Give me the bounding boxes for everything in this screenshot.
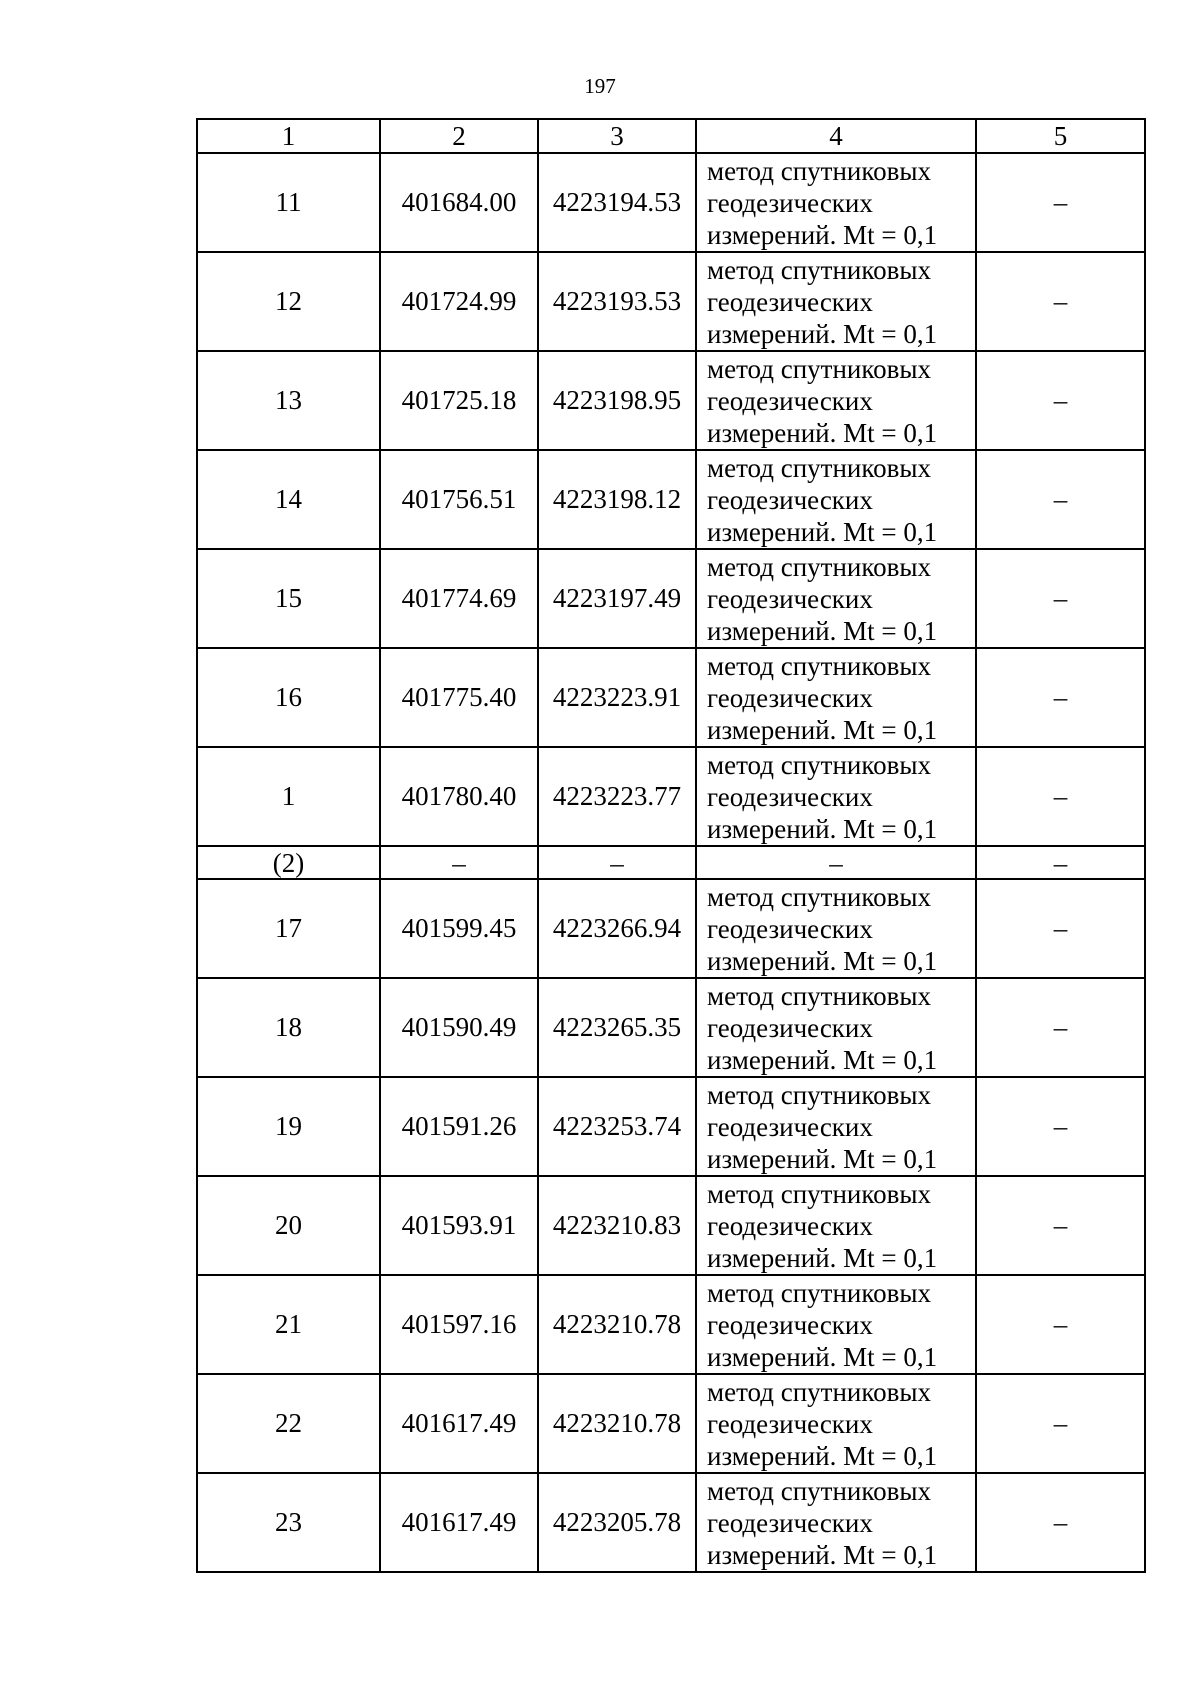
note-cell: – bbox=[976, 747, 1145, 846]
note-cell: – bbox=[976, 978, 1145, 1077]
point-number: 14 bbox=[197, 450, 380, 549]
coordinate-y: 4223223.77 bbox=[538, 747, 696, 846]
column-header-5: 5 bbox=[976, 119, 1145, 153]
method-line: геодезических bbox=[707, 781, 873, 812]
method-line: геодезических bbox=[707, 286, 873, 317]
coordinate-x: 401617.49 bbox=[380, 1374, 538, 1473]
table-row bbox=[197, 879, 1145, 978]
coordinate-y: 4223210.83 bbox=[538, 1176, 696, 1275]
method-description bbox=[696, 978, 976, 1077]
method-line: метод спутниковых bbox=[707, 650, 931, 681]
coordinate-y: 4223197.49 bbox=[538, 549, 696, 648]
method-line: метод спутниковых bbox=[707, 452, 931, 483]
method-line: метод спутниковых bbox=[707, 1475, 931, 1506]
note-cell: – bbox=[976, 1374, 1145, 1473]
coordinate-x: 401599.45 bbox=[380, 879, 538, 978]
separator-dash: – bbox=[696, 846, 976, 879]
method-line: измерений. Mt = 0,1 bbox=[707, 1143, 938, 1174]
page-number: 197 bbox=[584, 74, 616, 98]
note-cell: – bbox=[976, 879, 1145, 978]
coordinate-y: 4223193.53 bbox=[538, 252, 696, 351]
coordinate-x: 401774.69 bbox=[380, 549, 538, 648]
note-cell: – bbox=[976, 1275, 1145, 1374]
method-description bbox=[696, 252, 976, 351]
note-cell: – bbox=[976, 648, 1145, 747]
table-row bbox=[197, 648, 1145, 747]
coordinate-x: 401593.91 bbox=[380, 1176, 538, 1275]
note-cell: – bbox=[976, 252, 1145, 351]
table-row bbox=[197, 549, 1145, 648]
method-line: метод спутниковых bbox=[707, 551, 931, 582]
method-line: геодезических bbox=[707, 385, 873, 416]
note-cell: – bbox=[976, 153, 1145, 252]
table-row bbox=[197, 351, 1145, 450]
table-row bbox=[197, 153, 1145, 252]
coordinate-x: 401724.99 bbox=[380, 252, 538, 351]
column-header-1: 1 bbox=[197, 119, 380, 153]
method-line: геодезических bbox=[707, 1012, 873, 1043]
table-row bbox=[197, 978, 1145, 1077]
method-line: измерений. Mt = 0,1 bbox=[707, 615, 938, 646]
method-line: геодезических bbox=[707, 583, 873, 614]
point-number: 23 bbox=[197, 1473, 380, 1572]
method-description bbox=[696, 747, 976, 846]
method-description bbox=[696, 648, 976, 747]
method-line: геодезических bbox=[707, 1408, 873, 1439]
point-number: 20 bbox=[197, 1176, 380, 1275]
coordinate-y: 4223210.78 bbox=[538, 1275, 696, 1374]
note-cell: – bbox=[976, 450, 1145, 549]
note-cell: – bbox=[976, 549, 1145, 648]
column-header-2: 2 bbox=[380, 119, 538, 153]
method-description bbox=[696, 1374, 976, 1473]
note-cell: – bbox=[976, 1077, 1145, 1176]
point-number: 21 bbox=[197, 1275, 380, 1374]
table-row bbox=[197, 1176, 1145, 1275]
point-number: 11 bbox=[197, 153, 380, 252]
method-line: геодезических bbox=[707, 913, 873, 944]
method-line: геодезических bbox=[707, 187, 873, 218]
coordinate-x: 401617.49 bbox=[380, 1473, 538, 1572]
method-line: измерений. Mt = 0,1 bbox=[707, 1440, 938, 1471]
method-line: измерений. Mt = 0,1 bbox=[707, 945, 938, 976]
coordinate-x: 401591.26 bbox=[380, 1077, 538, 1176]
coordinate-y: 4223265.35 bbox=[538, 978, 696, 1077]
method-description bbox=[696, 1176, 976, 1275]
method-line: метод спутниковых bbox=[707, 749, 931, 780]
method-description bbox=[696, 153, 976, 252]
separator-dash: – bbox=[380, 846, 538, 879]
note-cell: – bbox=[976, 1176, 1145, 1275]
note-cell: – bbox=[976, 1473, 1145, 1572]
method-line: метод спутниковых bbox=[707, 1178, 931, 1209]
coordinate-y: 4223194.53 bbox=[538, 153, 696, 252]
coordinate-y: 4223198.95 bbox=[538, 351, 696, 450]
method-line: геодезических bbox=[707, 1210, 873, 1241]
table-row bbox=[197, 252, 1145, 351]
method-line: геодезических bbox=[707, 1507, 873, 1538]
point-number: 22 bbox=[197, 1374, 380, 1473]
coordinate-x: 401597.16 bbox=[380, 1275, 538, 1374]
column-header-3: 3 bbox=[538, 119, 696, 153]
header-row bbox=[197, 119, 1145, 153]
method-description bbox=[696, 549, 976, 648]
method-description bbox=[696, 351, 976, 450]
method-line: измерений. Mt = 0,1 bbox=[707, 1341, 938, 1372]
method-description bbox=[696, 879, 976, 978]
coordinate-x: 401590.49 bbox=[380, 978, 538, 1077]
method-line: измерений. Mt = 0,1 bbox=[707, 1539, 938, 1570]
point-number: 1 bbox=[197, 747, 380, 846]
method-line: метод спутниковых bbox=[707, 1079, 931, 1110]
method-description bbox=[696, 1077, 976, 1176]
method-line: измерений. Mt = 0,1 bbox=[707, 318, 938, 349]
point-number: 17 bbox=[197, 879, 380, 978]
method-line: метод спутниковых bbox=[707, 1376, 931, 1407]
method-line: измерений. Mt = 0,1 bbox=[707, 219, 938, 250]
method-line: метод спутниковых bbox=[707, 155, 931, 186]
table-row bbox=[197, 747, 1145, 846]
method-line: измерений. Mt = 0,1 bbox=[707, 1242, 938, 1273]
coordinate-x: 401756.51 bbox=[380, 450, 538, 549]
method-line: метод спутниковых bbox=[707, 353, 931, 384]
table-row bbox=[197, 1275, 1145, 1374]
method-line: метод спутниковых bbox=[707, 1277, 931, 1308]
table-row bbox=[197, 1473, 1145, 1572]
method-line: метод спутниковых bbox=[707, 881, 931, 912]
coordinate-y: 4223266.94 bbox=[538, 879, 696, 978]
coordinate-y: 4223223.91 bbox=[538, 648, 696, 747]
method-line: измерений. Mt = 0,1 bbox=[707, 813, 938, 844]
point-number: 18 bbox=[197, 978, 380, 1077]
method-line: геодезических bbox=[707, 1309, 873, 1340]
method-line: геодезических bbox=[707, 1111, 873, 1142]
separator-dash: – bbox=[976, 846, 1145, 879]
note-cell: – bbox=[976, 351, 1145, 450]
method-line: геодезических bbox=[707, 484, 873, 515]
separator-dash: – bbox=[538, 846, 696, 879]
method-description bbox=[696, 450, 976, 549]
coordinates-table bbox=[196, 118, 1146, 1573]
coordinate-y: 4223198.12 bbox=[538, 450, 696, 549]
coordinate-x: 401780.40 bbox=[380, 747, 538, 846]
method-line: измерений. Mt = 0,1 bbox=[707, 714, 938, 745]
point-number: 15 bbox=[197, 549, 380, 648]
table-row bbox=[197, 450, 1145, 549]
method-line: измерений. Mt = 0,1 bbox=[707, 1044, 938, 1075]
coordinate-y: 4223210.78 bbox=[538, 1374, 696, 1473]
method-description bbox=[696, 1473, 976, 1572]
coordinate-y: 4223205.78 bbox=[538, 1473, 696, 1572]
contour-separator-row bbox=[197, 846, 1145, 879]
table-row bbox=[197, 1077, 1145, 1176]
method-description bbox=[696, 1275, 976, 1374]
column-header-4: 4 bbox=[696, 119, 976, 153]
point-number: 16 bbox=[197, 648, 380, 747]
coordinate-x: 401775.40 bbox=[380, 648, 538, 747]
method-line: измерений. Mt = 0,1 bbox=[707, 516, 938, 547]
point-number: 12 bbox=[197, 252, 380, 351]
coordinate-x: 401684.00 bbox=[380, 153, 538, 252]
point-number: 19 bbox=[197, 1077, 380, 1176]
table-row bbox=[197, 1374, 1145, 1473]
method-line: метод спутниковых bbox=[707, 980, 931, 1011]
method-line: метод спутниковых bbox=[707, 254, 931, 285]
method-line: геодезических bbox=[707, 682, 873, 713]
coordinate-x: 401725.18 bbox=[380, 351, 538, 450]
coordinate-y: 4223253.74 bbox=[538, 1077, 696, 1176]
method-line: измерений. Mt = 0,1 bbox=[707, 417, 938, 448]
contour-label: (2) bbox=[197, 846, 380, 879]
point-number: 13 bbox=[197, 351, 380, 450]
